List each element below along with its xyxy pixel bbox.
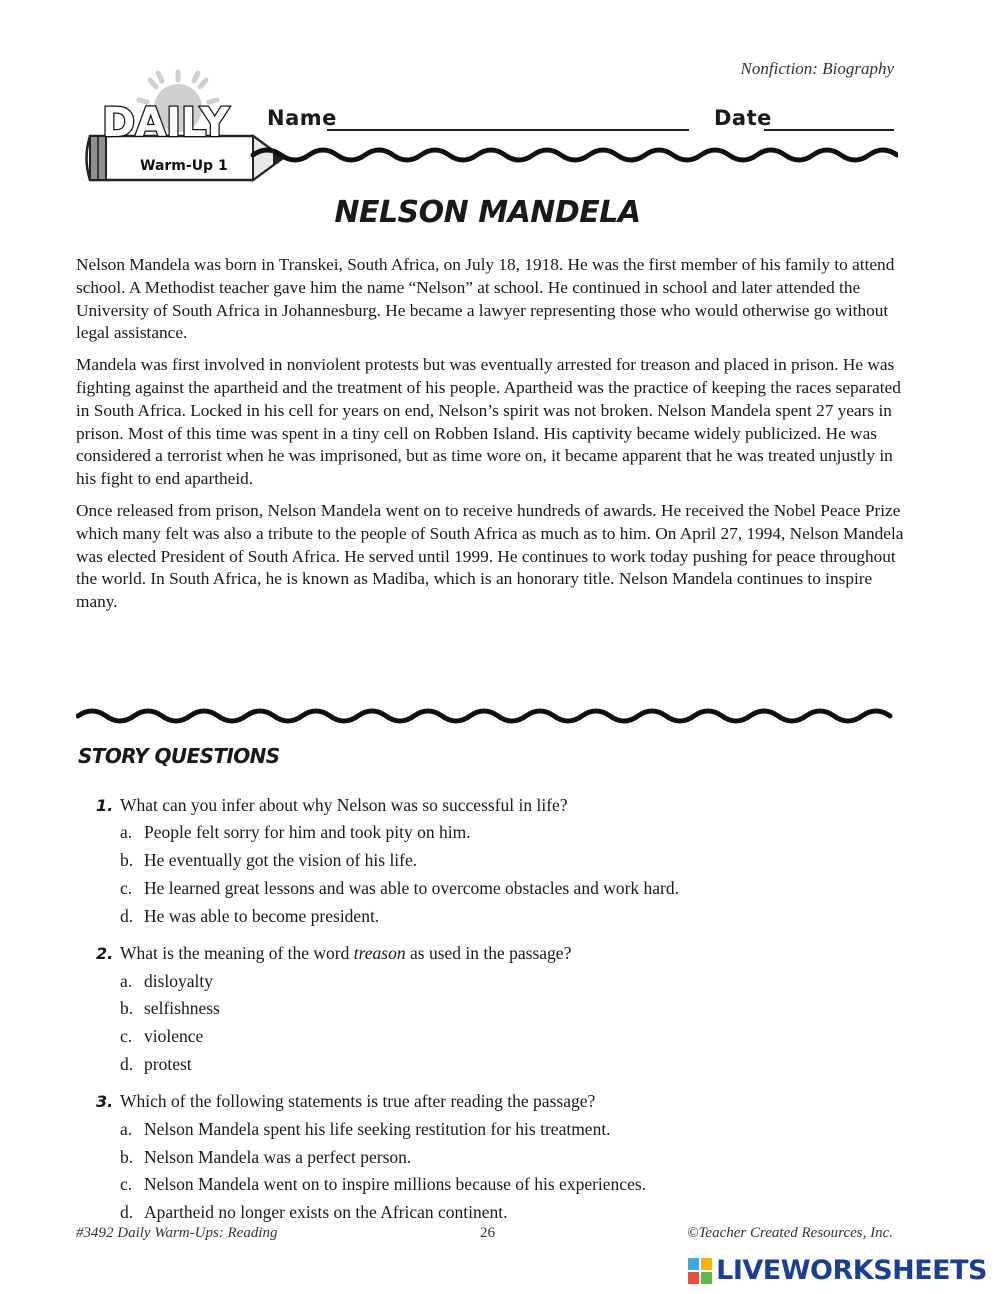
question-number: 2. xyxy=(96,943,114,963)
footer-book-title: #3492 Daily Warm-Ups: Reading xyxy=(76,1225,278,1241)
question-1 xyxy=(96,791,916,930)
choice-text: Nelson Mandela went on to inspire millions because of his experiences. xyxy=(144,1174,647,1195)
logo-word: DAILY xyxy=(102,100,230,146)
choice-letter: c. xyxy=(120,1174,133,1195)
choice-text: Nelson Mandela spent his life seeking restitution for his treatment. xyxy=(144,1118,611,1139)
choice-letter: b. xyxy=(120,1146,134,1167)
answer-choice[interactable] xyxy=(96,1171,916,1199)
choice-letter: b. xyxy=(120,850,134,871)
genre-label: Nonfiction: Biography xyxy=(740,59,894,78)
story-questions-heading: STORY QUESTIONS xyxy=(78,744,280,768)
choice-text: Nelson Mandela was a perfect person. xyxy=(144,1146,412,1167)
question-2 xyxy=(96,939,916,1078)
section-divider-wave xyxy=(76,700,896,730)
question-number: 1. xyxy=(96,795,114,815)
answer-choice[interactable] xyxy=(96,1143,916,1171)
answer-choice[interactable] xyxy=(96,902,916,930)
choice-letter: d. xyxy=(120,1053,134,1074)
question-text xyxy=(120,943,571,964)
choice-text: Apartheid no longer exists on the African continent. xyxy=(144,1202,508,1223)
choice-letter: d. xyxy=(120,905,134,926)
choice-text: People felt sorry for him and took pity on him. xyxy=(144,822,471,843)
passage-paragraph: Once released from prison, Nelson Mandela went on to receive hundreds of awards. He received the Nobel Peace Prize which many felt was also a tribute to the people of South Africa as much as to him. On April 27, 1994, Nelson Mandela was elected President of South Africa. He served until 1999. He continues to work today pushing for peace throughout the world. In South Africa, he is known as Madiba, which is an honorary title. Nelson Mandela continues to inspire many. xyxy=(76,500,904,612)
answer-choice[interactable] xyxy=(96,1115,916,1143)
liveworksheets-text: LIVEWORKSHEETS xyxy=(716,1255,987,1286)
question-3 xyxy=(96,1087,916,1226)
choice-letter: b. xyxy=(120,998,134,1019)
name-field[interactable] xyxy=(327,129,689,131)
passage-paragraph: Mandela was first involved in nonviolent protests but was eventually arrested for treason and placed in prison. He was fighting against the apartheid and the treatment of his people. Apartheid was the practice of keeping the races separated in South Africa. Locked in his cell for years on end, Nelson’s spirit was not broken. Nelson Mandela spent 27 years in prison. Most of this time was spent in a tiny cell on Robben Island. His captivity became widely publicized. He was considered a terrorist when he was imprisoned, but as time wore on, it became apparent that he was treated unjustly in his fight to end apartheid. xyxy=(76,355,901,489)
page-title: NELSON MANDELA xyxy=(334,195,641,230)
footer-copyright: ©Teacher Created Resources, Inc. xyxy=(687,1225,893,1241)
answer-choice[interactable] xyxy=(96,967,916,995)
choice-text: protest xyxy=(144,1053,192,1074)
name-label: Name xyxy=(267,106,337,130)
date-label: Date xyxy=(714,106,772,130)
choice-text: violence xyxy=(144,1026,204,1047)
choice-text: He learned great lessons and was able to overcome obstacles and work hard. xyxy=(144,877,680,898)
passage-paragraph: Nelson Mandela was born in Transkei, South Africa, on July 18, 1918. He was the first member of his family to attend school. A Methodist teacher gave him the name “Nelson” at school. He continued in school and later attended the University of South Africa in Johannesburg. He became a lawyer representing those who would otherwise go without legal assistance. xyxy=(76,255,895,343)
liveworksheets-logo[interactable] xyxy=(688,1255,987,1286)
question-text-part: What is the meaning of the word xyxy=(120,942,354,963)
emphasized-word: treason xyxy=(353,942,406,963)
question-text: Which of the following statements is true after reading the passage? xyxy=(120,1090,596,1111)
choice-text: selfishness xyxy=(144,998,220,1019)
question-text: What can you infer about why Nelson was so successful in life? xyxy=(120,794,568,815)
choice-letter: a. xyxy=(120,822,133,843)
header-wave xyxy=(253,150,897,160)
choice-letter: d. xyxy=(120,1202,134,1223)
answer-choice[interactable] xyxy=(96,1051,916,1079)
choice-text: disloyalty xyxy=(144,970,214,991)
date-field[interactable] xyxy=(764,129,894,131)
passage xyxy=(76,254,906,623)
answer-choice[interactable] xyxy=(96,847,916,875)
logo-subtitle: Warm-Up 1 xyxy=(140,158,228,174)
choice-text: He was able to become president. xyxy=(144,905,380,926)
liveworksheets-icon xyxy=(688,1258,712,1284)
question-number: 3. xyxy=(96,1091,114,1111)
question-list xyxy=(96,791,916,1236)
question-text-part: as used in the passage? xyxy=(405,942,572,963)
answer-choice[interactable] xyxy=(96,875,916,903)
choice-letter: a. xyxy=(120,1118,133,1139)
answer-choice[interactable] xyxy=(96,1023,916,1051)
choice-text: He eventually got the vision of his life. xyxy=(144,850,418,871)
answer-choice[interactable] xyxy=(96,1199,916,1227)
choice-letter: a. xyxy=(120,970,133,991)
choice-letter: c. xyxy=(120,1026,133,1047)
answer-choice[interactable] xyxy=(96,995,916,1023)
page-number: 26 xyxy=(480,1225,495,1241)
choice-letter: c. xyxy=(120,877,133,898)
daily-warmup-logo xyxy=(78,70,898,185)
answer-choice[interactable] xyxy=(96,819,916,847)
